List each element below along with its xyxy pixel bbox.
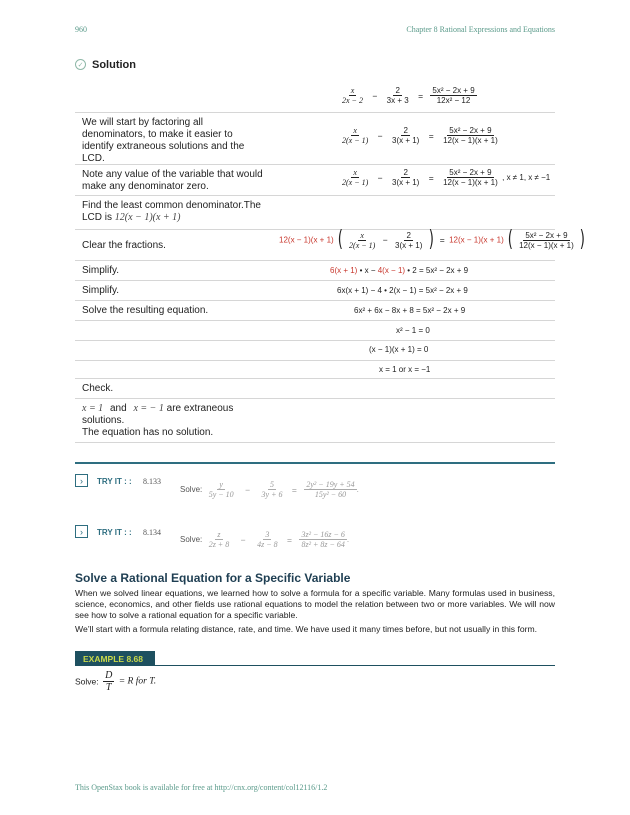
step-text-check: Check.: [82, 383, 114, 394]
equation-restrictions: $\frac{x}{2(x - 1)}$ − $\frac{2}{3(x + 1)}$ = $\frac{\text{5x² − 2x + 9}}{12(x - 1)(x + 1)}$ , x ≠ 1, x ≠ −1: [342, 168, 551, 187]
try-it-label-1: TRY IT : :: [97, 477, 132, 486]
step-text-simplify-1: Simplify.: [82, 265, 120, 276]
section-paragraph-2: We’ll start with a formula relating distance, rate, and time. We have used it many times before, but not usually in this form.: [75, 624, 538, 634]
step-text-factor: We will start by factoring all denominators, to make it easier to identify extraneous solutions and the LCD.: [82, 117, 245, 164]
step-text-solve: Solve the resulting equation.: [82, 305, 209, 316]
try-it-number-2: 8.134: [143, 528, 161, 537]
step-text-restrictions: Note any value of the variable that would make any denominator zero.: [82, 169, 263, 192]
equation-original: $\frac{x}{2x - 2}$ − $\frac{2}{3x + 3}$ = $\frac{\text{5x² − 2x + 9}}{\text{12x² − 12}}$: [342, 86, 475, 105]
try-it-number-1: 8.133: [143, 477, 161, 486]
try-it-equation-1: Solve: $\frac{y}{5y - 10}$ − $\frac{5}{3y + 6}$ = $\frac{\text{2y² − 19y + 54}}{\text{15y² − 60}}$ .: [180, 480, 359, 499]
example-problem: Solve: $\frac{D}{T}$ = R for T.: [75, 670, 157, 693]
example-rule: [155, 665, 555, 666]
example-label: EXAMPLE 8.68: [83, 654, 143, 664]
step-text-simplify-2: Simplify.: [82, 285, 120, 296]
check-circle-icon: ✓: [75, 59, 86, 70]
step-text-clear: Clear the fractions.: [82, 240, 166, 251]
try-it-label-2: TRY IT : :: [97, 528, 132, 537]
section-heading: Solve a Rational Equation for a Specific Variable: [75, 571, 351, 585]
equation-simplify-2: 6x(x + 1) − 4 • 2(x − 1) = 5x² − 2x + 9: [337, 286, 468, 295]
try-it-equation-2: Solve: $\frac{z}{2z + 8}$ − $\frac{3}{4z - 8}$ = $\frac{\text{3z² − 16z − 6}}{\text{8z² + 8z − 64}}$ .: [180, 530, 350, 549]
example-banner: [75, 651, 155, 666]
solution-title: Solution: [92, 59, 136, 71]
equation-simplify-1: 6(x + 1) • x − 4(x − 1) • 2 = 5x² − 2x + 9: [330, 266, 469, 275]
equation-solve-2: x² − 1 = 0: [396, 326, 430, 335]
page-number: 960: [75, 25, 87, 34]
equation-clear-fractions: 12(x − 1)(x + 1) ( $\frac{x}{2(x - 1)}$ − $\frac{2}{3(x + 1)}$ ) = 12(x − 1)(x + 1) ( $\frac{\text{5x² − 2x + 9}}{12(x - 1)(x + 1)}$ ): [279, 227, 586, 252]
equation-solve-1: 6x² + 6x − 8x + 8 = 5x² − 2x + 9: [354, 306, 466, 315]
section-paragraph-1: When we solved linear equations, we learned how to solve a formula for a specific variable. Many formulas used in business, science, economics, and other fields use rational equations to model the relation between two or more variables. We will now see how to solve a rational equation for a specific variable.: [75, 588, 555, 620]
chevron-right-icon[interactable]: ›: [75, 474, 88, 487]
conclusion-text: x = 1 and x = − 1 are extraneous solutions. The equation has no solution.: [82, 403, 234, 438]
step-text-lcd: Find the least common denominator.The LCD is 12(x − 1)(x + 1): [82, 200, 261, 223]
chevron-right-icon[interactable]: ›: [75, 525, 88, 538]
equation-factored: $\frac{x}{2(x - 1)}$ − $\frac{2}{3(x + 1)}$ = $\frac{\text{5x² − 2x + 9}}{12(x - 1)(x + 1)}$: [342, 126, 498, 145]
footer-text: This OpenStax book is available for free at http://cnx.org/content/col12116/1.2: [75, 783, 328, 792]
chapter-title: Chapter 8 Rational Expressions and Equations: [406, 25, 555, 34]
equation-solve-3: (x − 1)(x + 1) = 0: [369, 345, 429, 354]
section-divider: [75, 462, 555, 464]
equation-solve-4: x = 1 or x = −1: [379, 365, 431, 374]
